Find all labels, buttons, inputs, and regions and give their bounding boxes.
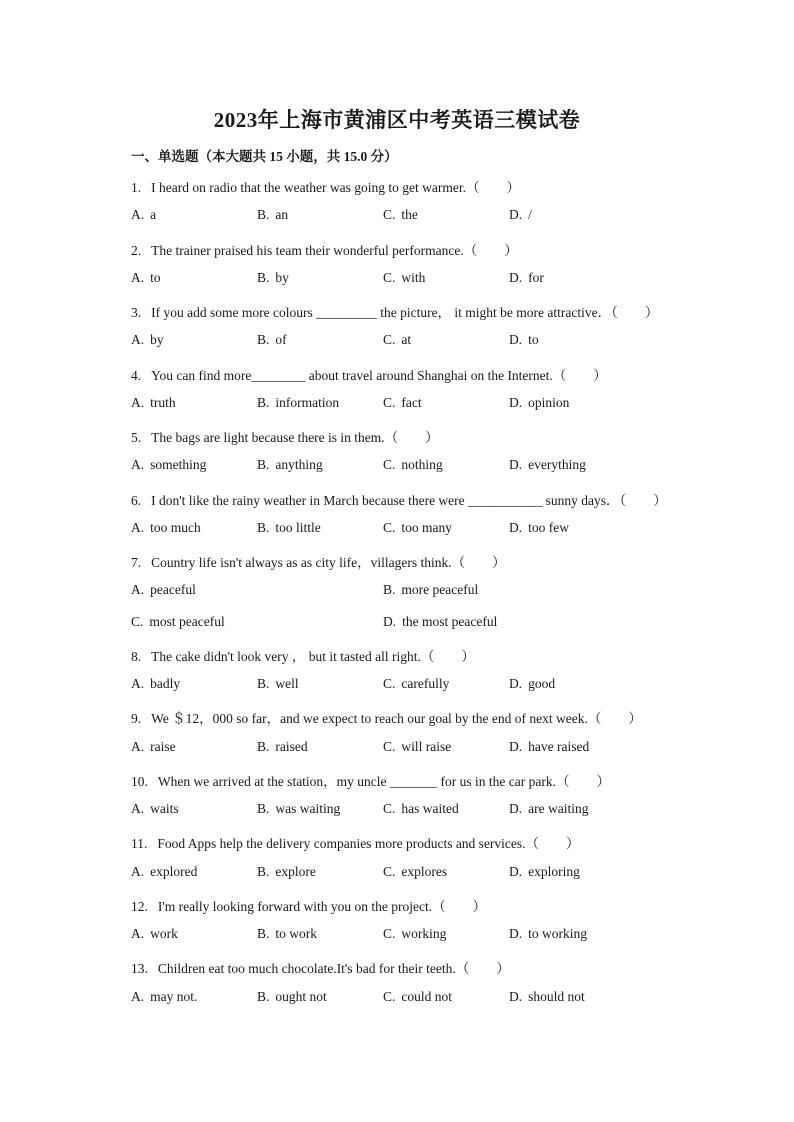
option-b[interactable] xyxy=(257,801,340,817)
question-number: 1. xyxy=(131,180,142,195)
option-letter: B. xyxy=(257,269,270,285)
option-letter: D. xyxy=(509,457,523,473)
option-letter: A. xyxy=(131,676,145,691)
option-letter: D. xyxy=(509,926,523,941)
option-letter: D. xyxy=(509,738,523,754)
option-text: everything xyxy=(528,457,586,473)
option-letter: C. xyxy=(383,676,396,691)
question-5 xyxy=(131,426,439,446)
option-letter: A. xyxy=(131,519,145,535)
option-text: too much xyxy=(150,519,201,535)
option-text: for xyxy=(528,269,544,285)
option-d[interactable] xyxy=(509,801,588,817)
question-number: 4. xyxy=(131,367,142,383)
question-text: The cake didn't look very ， but it tasted all right.（ ） xyxy=(151,648,475,664)
option-letter: D. xyxy=(509,332,523,348)
option-text: working xyxy=(401,926,447,941)
option-text: too few xyxy=(528,519,569,535)
question-text: I heard on radio that the weather was going to get warmer.（ ） xyxy=(151,180,521,195)
option-text: explored xyxy=(150,863,198,879)
page-title: 2023年上海市黄浦区中考英语三模试卷 xyxy=(213,108,581,132)
option-b[interactable] xyxy=(257,864,316,880)
question-12 xyxy=(131,895,486,915)
option-b[interactable] xyxy=(257,270,289,286)
question-text: Country life isn't always as as city life，villagers think.（ ） xyxy=(151,555,506,570)
option-d[interactable] xyxy=(383,614,497,630)
option-text: could not xyxy=(401,988,453,1004)
option-c[interactable] xyxy=(383,457,443,473)
option-text: / xyxy=(528,207,532,223)
option-letter: C. xyxy=(383,926,396,941)
option-letter: B. xyxy=(257,863,270,879)
option-text: more peaceful xyxy=(401,582,479,598)
option-letter: D. xyxy=(509,269,523,285)
option-text: has waited xyxy=(401,801,459,816)
option-text: will raise xyxy=(401,738,452,754)
question-text: When we arrived at the station，my uncle _______ for us in the car park.（ ） xyxy=(157,773,610,789)
option-letter: B. xyxy=(383,582,396,598)
option-row xyxy=(131,270,731,288)
question-text: The bags are light because there is in them.（ ） xyxy=(151,430,439,445)
question-text: Children eat too much chocolate.It's bad for their teeth.（ ） xyxy=(157,961,510,977)
section-heading: 一、单选题（本大题共 15 小题，共 15.0 分） xyxy=(131,149,398,164)
question-8 xyxy=(131,645,475,665)
option-text: to xyxy=(528,332,539,348)
question-number: 6. xyxy=(131,492,142,508)
option-d[interactable] xyxy=(509,457,586,473)
option-letter: A. xyxy=(131,801,145,816)
option-text: carefully xyxy=(401,676,450,691)
option-b[interactable] xyxy=(257,520,321,536)
option-text: good xyxy=(528,676,556,691)
question-text: I'm really looking forward with you on the project.（ ） xyxy=(157,898,487,914)
question-11 xyxy=(131,832,580,852)
option-text: at xyxy=(401,332,412,348)
option-c[interactable] xyxy=(383,989,452,1005)
option-letter: D. xyxy=(509,207,523,223)
question-9 xyxy=(131,707,642,727)
option-row xyxy=(131,676,731,694)
option-text: badly xyxy=(150,676,181,691)
option-b[interactable] xyxy=(383,582,478,598)
option-letter: B. xyxy=(257,207,270,223)
question-number: 12. xyxy=(131,898,148,914)
option-d[interactable] xyxy=(509,926,587,942)
option-letter: C. xyxy=(383,863,396,879)
option-letter: C. xyxy=(383,269,396,285)
option-text: something xyxy=(150,457,207,473)
option-text: fact xyxy=(401,394,422,410)
option-text: waits xyxy=(150,801,179,816)
option-letter: C. xyxy=(383,801,396,816)
option-row xyxy=(131,207,731,225)
option-text: explore xyxy=(275,863,316,879)
option-d[interactable] xyxy=(509,270,544,286)
option-a[interactable] xyxy=(131,207,156,223)
option-c[interactable] xyxy=(131,614,225,630)
option-text: by xyxy=(275,269,289,285)
option-c[interactable] xyxy=(383,520,452,536)
question-text: I don't like the rainy weather in March because there were ___________ sunny days．（ ） xyxy=(151,492,667,508)
option-row xyxy=(131,864,731,882)
option-letter: A. xyxy=(131,926,145,941)
question-number: 7. xyxy=(131,555,142,570)
option-b[interactable] xyxy=(257,395,339,411)
question-text: Food Apps help the delivery companies more products and services.（ ） xyxy=(157,836,580,852)
question-text: The trainer praised his team their wonderful performance.（ ） xyxy=(151,242,518,258)
option-letter: B. xyxy=(257,457,270,473)
option-c[interactable] xyxy=(383,864,447,880)
option-text: anything xyxy=(275,457,323,473)
option-letter: C. xyxy=(383,207,396,223)
question-text: You can find more________ about travel around Shanghai on the Internet.（ ） xyxy=(151,367,607,383)
option-d[interactable] xyxy=(509,332,539,348)
option-letter: D. xyxy=(509,988,523,1004)
option-c[interactable] xyxy=(383,801,459,817)
option-row xyxy=(131,989,731,1007)
option-a[interactable] xyxy=(131,864,197,880)
option-c[interactable] xyxy=(383,739,451,755)
option-row xyxy=(131,332,731,350)
question-text: We ＄12，000 so far，and we expect to reach our goal by the end of next week.（ ） xyxy=(151,711,642,727)
option-row xyxy=(131,614,731,632)
option-b[interactable] xyxy=(257,332,287,348)
option-row xyxy=(131,739,731,757)
option-text: should not xyxy=(528,988,585,1004)
question-number: 2. xyxy=(131,242,142,258)
option-row xyxy=(131,801,731,819)
option-text: ought not xyxy=(275,988,327,1004)
option-row xyxy=(131,457,731,475)
option-text: too little xyxy=(275,519,321,535)
option-text: to work xyxy=(275,926,318,941)
option-letter: A. xyxy=(131,207,145,223)
option-b[interactable] xyxy=(257,676,299,692)
option-text: the xyxy=(401,207,418,223)
option-d[interactable] xyxy=(509,989,585,1005)
option-text: exploring xyxy=(528,863,580,879)
option-a[interactable] xyxy=(131,989,197,1005)
option-row xyxy=(131,582,731,600)
option-d[interactable] xyxy=(509,520,569,536)
option-a[interactable] xyxy=(131,520,201,536)
option-text: information xyxy=(275,394,340,410)
option-text: raised xyxy=(275,738,308,754)
option-b[interactable] xyxy=(257,926,317,942)
option-letter: D. xyxy=(509,801,523,816)
option-text: to xyxy=(150,269,161,285)
question-7 xyxy=(131,551,506,571)
option-d[interactable] xyxy=(509,739,589,755)
option-a[interactable] xyxy=(131,582,196,598)
option-d[interactable] xyxy=(509,395,569,411)
option-c[interactable] xyxy=(383,270,425,286)
option-text: by xyxy=(150,332,164,348)
option-a[interactable] xyxy=(131,270,161,286)
option-text: may not. xyxy=(150,988,198,1004)
option-c[interactable] xyxy=(383,207,418,223)
option-letter: C. xyxy=(383,394,396,410)
option-a[interactable] xyxy=(131,801,179,817)
question-6 xyxy=(131,489,667,509)
option-row xyxy=(131,395,731,413)
option-a[interactable] xyxy=(131,739,176,755)
option-letter: B. xyxy=(257,926,270,941)
option-letter: A. xyxy=(131,269,145,285)
option-text: to working xyxy=(528,926,587,941)
option-c[interactable] xyxy=(383,395,422,411)
option-letter: D. xyxy=(509,394,523,410)
question-1 xyxy=(131,176,520,196)
option-letter: C. xyxy=(383,519,396,535)
option-text: most peaceful xyxy=(149,613,225,629)
option-text: well xyxy=(275,676,299,691)
option-letter: B. xyxy=(257,801,270,816)
option-text: a xyxy=(150,207,157,223)
option-b[interactable] xyxy=(257,989,327,1005)
option-letter: B. xyxy=(257,394,270,410)
option-d[interactable] xyxy=(509,864,580,880)
question-number: 3. xyxy=(131,305,142,320)
option-letter: B. xyxy=(257,676,270,691)
option-letter: B. xyxy=(257,332,270,348)
option-letter: A. xyxy=(131,332,145,348)
option-text: too many xyxy=(401,519,453,535)
option-letter: C. xyxy=(383,457,396,473)
option-c[interactable] xyxy=(383,676,449,692)
option-letter: A. xyxy=(131,394,145,410)
question-number: 8. xyxy=(131,648,142,664)
option-a[interactable] xyxy=(131,332,164,348)
option-letter: C. xyxy=(383,988,396,1004)
option-b[interactable] xyxy=(257,457,323,473)
question-2 xyxy=(131,239,518,259)
option-text: are waiting xyxy=(528,801,589,816)
question-4 xyxy=(131,364,607,384)
option-letter: A. xyxy=(131,863,145,879)
option-text: truth xyxy=(150,394,176,410)
option-text: raise xyxy=(150,738,176,754)
option-a[interactable] xyxy=(131,926,178,942)
option-letter: C. xyxy=(131,613,144,629)
option-row xyxy=(131,520,731,538)
option-letter: D. xyxy=(509,519,523,535)
option-letter: A. xyxy=(131,582,145,598)
question-number: 5. xyxy=(131,430,142,445)
question-number: 9. xyxy=(131,711,142,727)
option-text: work xyxy=(150,926,178,941)
option-letter: B. xyxy=(257,738,270,754)
question-13 xyxy=(131,957,510,977)
question-10 xyxy=(131,770,610,790)
option-row xyxy=(131,926,731,944)
option-letter: C. xyxy=(383,332,396,348)
option-letter: B. xyxy=(257,988,270,1004)
option-text: was waiting xyxy=(275,801,341,816)
option-letter: A. xyxy=(131,988,145,1004)
option-b[interactable] xyxy=(257,207,288,223)
question-text: If you add some more colours _________ the picture， it might be more attractive．（ ） xyxy=(151,305,659,320)
option-text: nothing xyxy=(401,457,443,473)
option-b[interactable] xyxy=(257,739,308,755)
option-d[interactable] xyxy=(509,207,532,223)
question-number: 13. xyxy=(131,961,148,977)
option-letter: B. xyxy=(257,519,270,535)
option-a[interactable] xyxy=(131,676,180,692)
option-text: explores xyxy=(401,863,448,879)
option-d[interactable] xyxy=(509,676,555,692)
option-letter: D. xyxy=(383,613,397,629)
option-c[interactable] xyxy=(383,332,411,348)
option-text: with xyxy=(401,269,426,285)
option-a[interactable] xyxy=(131,395,176,411)
option-a[interactable] xyxy=(131,457,206,473)
option-c[interactable] xyxy=(383,926,446,942)
option-text: peaceful xyxy=(150,582,196,598)
option-letter: C. xyxy=(383,738,396,754)
question-3 xyxy=(131,301,658,321)
option-letter: D. xyxy=(509,863,523,879)
option-letter: D. xyxy=(509,676,523,691)
option-text: have raised xyxy=(528,738,590,754)
option-letter: A. xyxy=(131,738,145,754)
option-text: of xyxy=(275,332,287,348)
option-text: the most peaceful xyxy=(402,613,498,629)
option-text: opinion xyxy=(528,394,570,410)
option-text: an xyxy=(275,207,289,223)
question-number: 11. xyxy=(131,836,148,852)
option-letter: A. xyxy=(131,457,145,473)
question-number: 10. xyxy=(131,773,148,789)
